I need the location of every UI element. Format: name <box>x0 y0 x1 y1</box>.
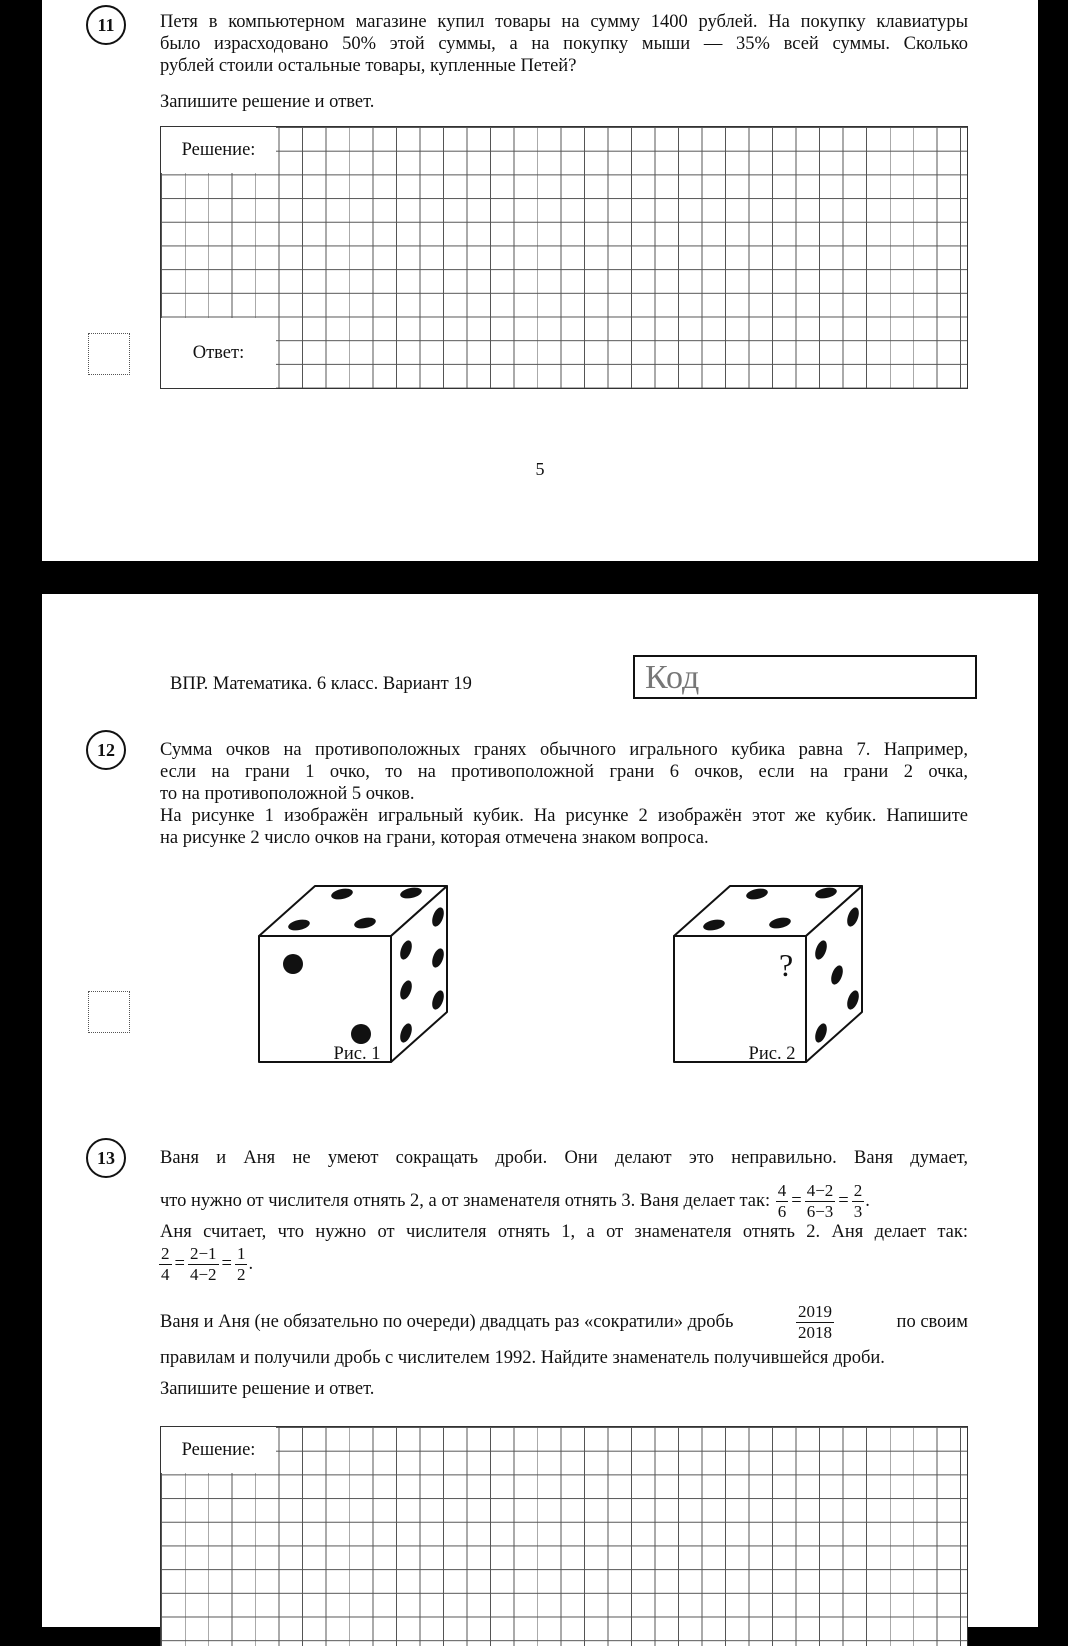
answer-label: Ответ: <box>161 318 276 388</box>
code-label: Код <box>645 659 700 696</box>
task-13-vanya-line: что нужно от числителя отнять 2, а от знаменателя отнять 3. Ваня делает так: $\frac{4}{6}$ = $\frac{4-2}{6-3}$ = $\frac{2}{3}$ . <box>160 1181 870 1221</box>
page-6 <box>42 594 1038 1627</box>
text-line: На рисунке 1 изображён игральный кубик. На рисунке 2 изображён этот же кубик. Напишите <box>160 806 968 826</box>
fraction: $\frac{1}{2}$ <box>236 1244 246 1284</box>
solution-label: Решение: <box>161 1427 276 1473</box>
task-11-text <box>160 11 968 77</box>
task-13-line-5: Ваня и Аня (не обязательно по очереди) двадцать раз «сократили» дробь $\frac{2019}{2018}$ по своим <box>160 1302 968 1342</box>
dice-figure-1 <box>257 884 457 1069</box>
fraction: $\frac{4}{6}$ <box>777 1181 787 1221</box>
task-13-number: 13 <box>86 1138 126 1178</box>
task-13-answer-grid[interactable] <box>160 1426 968 1646</box>
fraction: $\frac{2}{3}$ <box>853 1181 863 1221</box>
task-12-text <box>160 739 968 849</box>
text-line: Сумма очков на противоположных гранях обычного игрального кубика равна 7. Например, <box>160 740 968 760</box>
task-13-instruction: Запишите решение и ответ. <box>160 1379 375 1399</box>
text-line: рублей стоили остальные товары, купленные Петей? <box>160 56 577 76</box>
figure-1-caption: Рис. 1 <box>333 1044 381 1064</box>
page-header: ВПР. Математика. 6 класс. Вариант 19 <box>170 674 472 694</box>
fraction: $\frac{2-1}{4-2}$ <box>189 1244 217 1284</box>
page-number: 5 <box>535 459 545 479</box>
text-line: было израсходовано 50% этой суммы, а на покупку мыши — 35% всей суммы. Сколько <box>160 34 968 54</box>
task-11-number: 11 <box>86 5 126 45</box>
text-line: на рисунке 2 число очков на грани, которая отмечена знаком вопроса. <box>160 828 709 848</box>
fraction: $\frac{2}{4}$ <box>161 1244 170 1284</box>
task-12-score-box[interactable] <box>88 991 130 1033</box>
code-field[interactable] <box>633 655 977 699</box>
fraction-2019-2018: $\frac{2019}{2018}$ <box>797 1302 832 1342</box>
text-line: то на противоположной 5 очков. <box>160 784 415 804</box>
fraction: $\frac{4-2}{6-3}$ <box>806 1181 834 1221</box>
text-line: если на грани 1 очко, то на противоположной грани 6 очков, если на грани 2 очка, <box>160 762 968 782</box>
task-12-number: 12 <box>86 730 126 770</box>
task-13-line-1: Ваня и Аня не умеют сокращать дроби. Они делают это неправильно. Ваня думает, <box>160 1148 968 1168</box>
task-13-line-6: правилам и получили дробь с числителем 1992. Найдите знаменатель получившейся дроби. <box>160 1348 885 1368</box>
figure-2-caption: Рис. 2 <box>748 1044 796 1064</box>
text-line: Петя в компьютерном магазине купил товары на сумму 1400 рублей. На покупку клавиатуры <box>160 12 968 32</box>
solution-label: Решение: <box>161 127 276 173</box>
task-11-score-box[interactable] <box>88 333 130 375</box>
task-11-instruction: Запишите решение и ответ. <box>160 92 375 112</box>
dice-figure-2 <box>672 884 872 1069</box>
task-11-answer-grid[interactable] <box>160 126 968 389</box>
question-mark: ? <box>779 947 794 983</box>
task-13-line-3: Аня считает, что нужно от числителя отнять 1, а от знаменателя отнять 2. Аня делает так: <box>160 1222 968 1242</box>
task-13-anya-example: $\frac{2}{4}$ = $\frac{2-1}{4-2}$ = $\frac{1}{2}$ . <box>161 1244 254 1284</box>
page-5 <box>42 0 1038 561</box>
